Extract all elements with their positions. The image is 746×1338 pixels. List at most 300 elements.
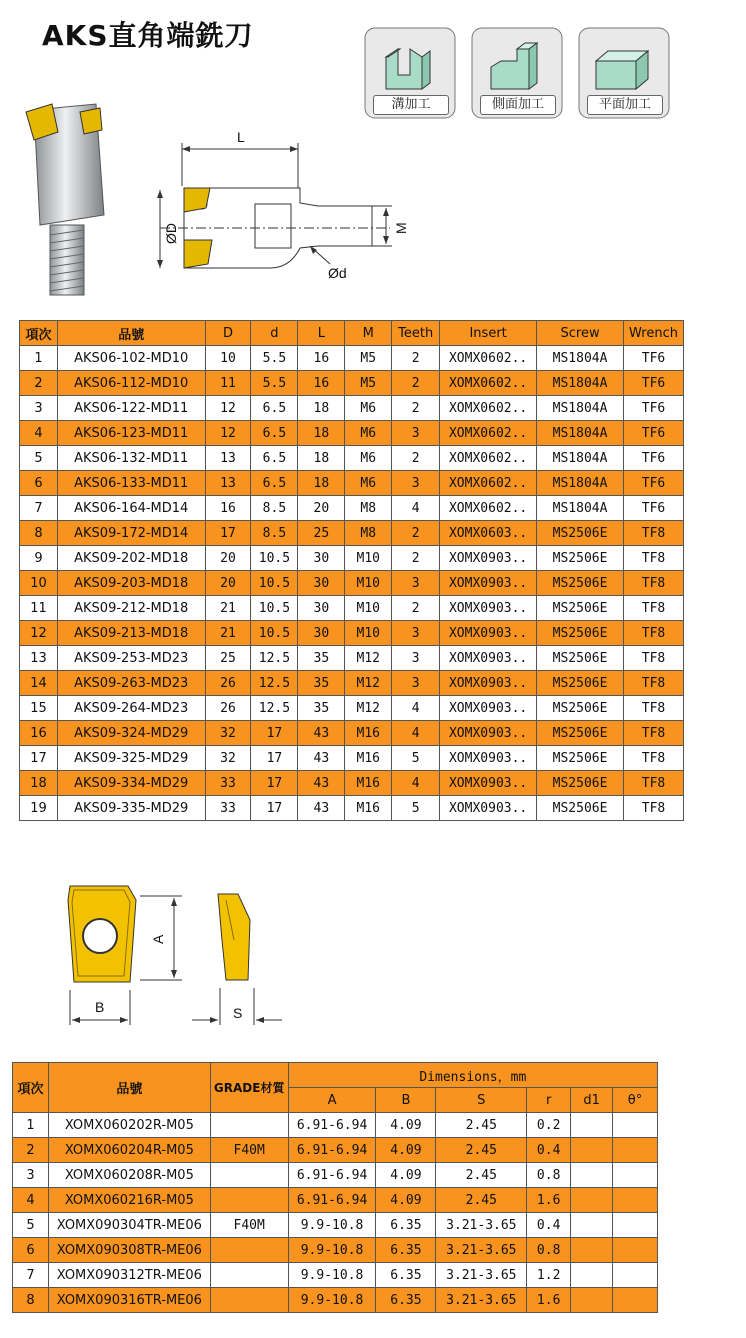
- cell-B: 4.09: [376, 1113, 436, 1138]
- table-row: [20, 721, 684, 746]
- cell-part: AKS06-112-MD10: [57, 371, 205, 396]
- operation-side: [471, 27, 563, 119]
- insert-drawing: [62, 880, 292, 1030]
- cell-teeth: 3: [392, 471, 440, 496]
- cell-grade: [210, 1163, 288, 1188]
- col-grade: GRADE材質: [210, 1063, 288, 1113]
- cell-part: XOMX090312TR-ME06: [48, 1263, 210, 1288]
- cell-item: 13: [20, 646, 58, 671]
- cell-d1: [571, 1138, 613, 1163]
- cell-L: 20: [298, 496, 345, 521]
- col-M: M: [345, 321, 392, 346]
- col-D: D: [205, 321, 251, 346]
- cell-D: 33: [205, 771, 251, 796]
- dim-D-label: ØD: [163, 223, 179, 244]
- cell-B: 4.09: [376, 1138, 436, 1163]
- cell-S: 2.45: [436, 1138, 527, 1163]
- cell-M: M16: [345, 771, 392, 796]
- cell-item: 3: [20, 396, 58, 421]
- cell-d: 12.5: [251, 646, 298, 671]
- cell-teeth: 5: [392, 746, 440, 771]
- cell-S: 2.45: [436, 1113, 527, 1138]
- cell-d: 10.5: [251, 571, 298, 596]
- cell-part: XOMX090316TR-ME06: [48, 1288, 210, 1313]
- cell-wrench: TF8: [623, 771, 683, 796]
- cell-item: 3: [13, 1163, 49, 1188]
- cell-theta: [613, 1213, 658, 1238]
- cell-item: 10: [20, 571, 58, 596]
- cell-A: 6.91-6.94: [288, 1188, 376, 1213]
- cell-teeth: 2: [392, 546, 440, 571]
- table-row: [20, 671, 684, 696]
- cell-screw: MS2506E: [537, 771, 624, 796]
- cell-insert: XOMX0903..: [440, 696, 537, 721]
- cell-d: 6.5: [251, 396, 298, 421]
- cell-part: AKS09-253-MD23: [57, 646, 205, 671]
- cell-teeth: 2: [392, 596, 440, 621]
- cell-part: XOMX060202R-M05: [48, 1113, 210, 1138]
- cell-wrench: TF6: [623, 421, 683, 446]
- table-row: [20, 396, 684, 421]
- cell-M: M10: [345, 546, 392, 571]
- cell-wrench: TF6: [623, 446, 683, 471]
- col-d: d: [251, 321, 298, 346]
- cell-d1: [571, 1163, 613, 1188]
- cell-S: 2.45: [436, 1188, 527, 1213]
- cell-screw: MS2506E: [537, 596, 624, 621]
- col-dimensions: Dimensions，mm: [288, 1063, 657, 1088]
- cell-part: AKS09-213-MD18: [57, 621, 205, 646]
- cell-screw: MS1804A: [537, 471, 624, 496]
- cell-d1: [571, 1238, 613, 1263]
- cell-teeth: 3: [392, 621, 440, 646]
- cell-r: 1.6: [527, 1288, 571, 1313]
- cell-teeth: 4: [392, 771, 440, 796]
- cell-theta: [613, 1113, 658, 1138]
- cell-item: 9: [20, 546, 58, 571]
- cell-teeth: 2: [392, 371, 440, 396]
- table-row: [20, 571, 684, 596]
- cell-part: AKS06-164-MD14: [57, 496, 205, 521]
- cell-item: 8: [13, 1288, 49, 1313]
- cell-D: 16: [205, 496, 251, 521]
- cell-part: XOMX060208R-M05: [48, 1163, 210, 1188]
- dim-d-label: Ød: [328, 265, 347, 281]
- col-teeth: Teeth: [392, 321, 440, 346]
- cell-d: 6.5: [251, 421, 298, 446]
- cell-insert: XOMX0602..: [440, 446, 537, 471]
- cell-screw: MS2506E: [537, 721, 624, 746]
- operation-face-label: 平面加工: [587, 95, 663, 115]
- cell-part: XOMX090308TR-ME06: [48, 1238, 210, 1263]
- dim-A-label: A: [150, 934, 166, 944]
- col-screw: Screw: [537, 321, 624, 346]
- cell-wrench: TF8: [623, 671, 683, 696]
- cell-part: AKS09-264-MD23: [57, 696, 205, 721]
- dim-L-label: L: [237, 129, 245, 145]
- cell-teeth: 2: [392, 446, 440, 471]
- col-item: 項次: [13, 1063, 49, 1113]
- cell-part: AKS06-102-MD10: [57, 346, 205, 371]
- cell-r: 0.8: [527, 1238, 571, 1263]
- col-A: A: [288, 1088, 376, 1113]
- cell-L: 18: [298, 421, 345, 446]
- cell-part: AKS06-133-MD11: [57, 471, 205, 496]
- cell-grade: [210, 1113, 288, 1138]
- holder-drawing: [150, 128, 420, 288]
- cell-teeth: 5: [392, 796, 440, 821]
- cell-insert: XOMX0903..: [440, 671, 537, 696]
- cell-part: AKS09-202-MD18: [57, 546, 205, 571]
- cell-part: AKS06-132-MD11: [57, 446, 205, 471]
- cell-teeth: 3: [392, 671, 440, 696]
- cell-insert: XOMX0602..: [440, 396, 537, 421]
- cell-L: 43: [298, 746, 345, 771]
- cell-grade: [210, 1288, 288, 1313]
- cell-d: 6.5: [251, 446, 298, 471]
- col-d1: d1: [571, 1088, 613, 1113]
- cell-D: 13: [205, 471, 251, 496]
- cell-D: 20: [205, 571, 251, 596]
- cell-d: 17: [251, 796, 298, 821]
- table-row: [13, 1163, 658, 1188]
- cell-item: 11: [20, 596, 58, 621]
- cell-screw: MS2506E: [537, 571, 624, 596]
- cell-insert: XOMX0903..: [440, 546, 537, 571]
- cell-M: M12: [345, 696, 392, 721]
- dim-M-label: M: [393, 222, 409, 234]
- cell-D: 26: [205, 671, 251, 696]
- table-row: [20, 621, 684, 646]
- cell-part: AKS06-122-MD11: [57, 396, 205, 421]
- cell-part: XOMX090304TR-ME06: [48, 1213, 210, 1238]
- cell-part: AKS09-212-MD18: [57, 596, 205, 621]
- cell-L: 18: [298, 446, 345, 471]
- cell-grade: [210, 1188, 288, 1213]
- cell-L: 43: [298, 771, 345, 796]
- cell-part: XOMX060204R-M05: [48, 1138, 210, 1163]
- cell-part: AKS09-335-MD29: [57, 796, 205, 821]
- operation-side-label: 側面加工: [480, 95, 556, 115]
- cell-wrench: TF8: [623, 646, 683, 671]
- cell-r: 0.4: [527, 1213, 571, 1238]
- cell-d: 8.5: [251, 521, 298, 546]
- cell-item: 7: [13, 1263, 49, 1288]
- cell-item: 1: [20, 346, 58, 371]
- cell-theta: [613, 1188, 658, 1213]
- cell-L: 35: [298, 671, 345, 696]
- cell-insert: XOMX0602..: [440, 471, 537, 496]
- cell-D: 32: [205, 721, 251, 746]
- holder-table: [19, 320, 684, 821]
- cell-M: M16: [345, 746, 392, 771]
- col-insert: Insert: [440, 321, 537, 346]
- cell-d: 10.5: [251, 546, 298, 571]
- table-row: [20, 646, 684, 671]
- cell-L: 16: [298, 346, 345, 371]
- cell-insert: XOMX0903..: [440, 596, 537, 621]
- cell-wrench: TF6: [623, 346, 683, 371]
- table-row: [20, 446, 684, 471]
- cell-item: 4: [13, 1188, 49, 1213]
- cell-wrench: TF6: [623, 371, 683, 396]
- cell-S: 3.21-3.65: [436, 1288, 527, 1313]
- cell-insert: XOMX0602..: [440, 421, 537, 446]
- table-row: [20, 346, 684, 371]
- cell-item: 8: [20, 521, 58, 546]
- cell-M: M12: [345, 646, 392, 671]
- cell-M: M5: [345, 346, 392, 371]
- cell-item: 19: [20, 796, 58, 821]
- cell-screw: MS1804A: [537, 371, 624, 396]
- cell-wrench: TF8: [623, 571, 683, 596]
- cell-A: 6.91-6.94: [288, 1138, 376, 1163]
- cell-D: 25: [205, 646, 251, 671]
- cell-d: 17: [251, 771, 298, 796]
- cell-D: 21: [205, 621, 251, 646]
- cell-part: AKS09-203-MD18: [57, 571, 205, 596]
- cell-A: 6.91-6.94: [288, 1163, 376, 1188]
- cell-insert: XOMX0602..: [440, 346, 537, 371]
- cell-A: 9.9-10.8: [288, 1263, 376, 1288]
- cell-wrench: TF6: [623, 471, 683, 496]
- cell-D: 12: [205, 396, 251, 421]
- col-item: 項次: [20, 321, 58, 346]
- cell-d: 6.5: [251, 471, 298, 496]
- cell-item: 15: [20, 696, 58, 721]
- cell-D: 10: [205, 346, 251, 371]
- cell-wrench: TF8: [623, 596, 683, 621]
- cell-M: M12: [345, 671, 392, 696]
- cell-S: 3.21-3.65: [436, 1263, 527, 1288]
- cell-item: 1: [13, 1113, 49, 1138]
- cell-wrench: TF8: [623, 796, 683, 821]
- table-row: [13, 1238, 658, 1263]
- cell-L: 16: [298, 371, 345, 396]
- cell-M: M8: [345, 521, 392, 546]
- cell-d: 10.5: [251, 596, 298, 621]
- table-row: [13, 1113, 658, 1138]
- table-row: [20, 771, 684, 796]
- cell-wrench: TF8: [623, 746, 683, 771]
- tool-photo: [16, 90, 116, 305]
- cell-wrench: TF8: [623, 621, 683, 646]
- cell-insert: XOMX0903..: [440, 796, 537, 821]
- cell-B: 6.35: [376, 1238, 436, 1263]
- table-row: [13, 1138, 658, 1163]
- cell-M: M6: [345, 446, 392, 471]
- cell-item: 2: [13, 1138, 49, 1163]
- cell-M: M6: [345, 421, 392, 446]
- cell-screw: MS2506E: [537, 621, 624, 646]
- cell-A: 6.91-6.94: [288, 1113, 376, 1138]
- cell-teeth: 2: [392, 396, 440, 421]
- cell-L: 25: [298, 521, 345, 546]
- cell-part: AKS09-334-MD29: [57, 771, 205, 796]
- cell-screw: MS2506E: [537, 796, 624, 821]
- cell-A: 9.9-10.8: [288, 1238, 376, 1263]
- cell-d1: [571, 1113, 613, 1138]
- cell-screw: MS2506E: [537, 546, 624, 571]
- cell-B: 4.09: [376, 1188, 436, 1213]
- table-row: [20, 521, 684, 546]
- col-part: 品號: [57, 321, 205, 346]
- table-row: [13, 1188, 658, 1213]
- cell-part: AKS06-123-MD11: [57, 421, 205, 446]
- table-row: [20, 471, 684, 496]
- cell-d: 5.5: [251, 371, 298, 396]
- table-row: [20, 696, 684, 721]
- cell-part: AKS09-172-MD14: [57, 521, 205, 546]
- table-row: [13, 1288, 658, 1313]
- table-row: [20, 496, 684, 521]
- cell-d: 10.5: [251, 621, 298, 646]
- col-wrench: Wrench: [623, 321, 683, 346]
- operation-slot: [364, 27, 456, 119]
- cell-grade: F40M: [210, 1213, 288, 1238]
- cell-A: 9.9-10.8: [288, 1213, 376, 1238]
- cell-r: 0.8: [527, 1163, 571, 1188]
- cell-r: 0.2: [527, 1113, 571, 1138]
- cell-d: 17: [251, 746, 298, 771]
- cell-M: M8: [345, 496, 392, 521]
- cell-S: 2.45: [436, 1163, 527, 1188]
- cell-item: 5: [20, 446, 58, 471]
- holder-table-header: [20, 321, 684, 346]
- cell-wrench: TF8: [623, 521, 683, 546]
- cell-item: 18: [20, 771, 58, 796]
- cell-teeth: 4: [392, 696, 440, 721]
- cell-d: 12.5: [251, 671, 298, 696]
- cell-item: 2: [20, 371, 58, 396]
- cell-insert: XOMX0903..: [440, 771, 537, 796]
- insert-table-header-row1: [13, 1063, 658, 1088]
- cell-L: 35: [298, 696, 345, 721]
- col-r: r: [527, 1088, 571, 1113]
- cell-M: M16: [345, 796, 392, 821]
- cell-L: 30: [298, 621, 345, 646]
- cell-M: M6: [345, 471, 392, 496]
- cell-teeth: 2: [392, 346, 440, 371]
- cell-screw: MS2506E: [537, 521, 624, 546]
- table-row: [20, 371, 684, 396]
- cell-L: 18: [298, 396, 345, 421]
- cell-wrench: TF6: [623, 396, 683, 421]
- cell-part: XOMX060216R-M05: [48, 1188, 210, 1213]
- cell-D: 21: [205, 596, 251, 621]
- cell-insert: XOMX0903..: [440, 646, 537, 671]
- cell-item: 6: [13, 1238, 49, 1263]
- table-row: [20, 796, 684, 821]
- cell-part: AKS09-263-MD23: [57, 671, 205, 696]
- cell-insert: XOMX0903..: [440, 571, 537, 596]
- cell-screw: MS2506E: [537, 746, 624, 771]
- cell-item: 5: [13, 1213, 49, 1238]
- cell-d1: [571, 1188, 613, 1213]
- cell-M: M10: [345, 596, 392, 621]
- cell-part: AKS09-324-MD29: [57, 721, 205, 746]
- cell-screw: MS1804A: [537, 396, 624, 421]
- cell-d1: [571, 1288, 613, 1313]
- cell-insert: XOMX0903..: [440, 621, 537, 646]
- cell-item: 17: [20, 746, 58, 771]
- table-row: [13, 1263, 658, 1288]
- cell-screw: MS1804A: [537, 346, 624, 371]
- cell-D: 13: [205, 446, 251, 471]
- cell-r: 1.6: [527, 1188, 571, 1213]
- cell-B: 6.35: [376, 1263, 436, 1288]
- cell-d: 17: [251, 721, 298, 746]
- table-row: [20, 421, 684, 446]
- cell-D: 26: [205, 696, 251, 721]
- cell-wrench: TF8: [623, 546, 683, 571]
- dim-S-label: S: [233, 1005, 243, 1021]
- cell-item: 4: [20, 421, 58, 446]
- dim-B-label: B: [95, 999, 105, 1015]
- cell-D: 32: [205, 746, 251, 771]
- cell-D: 17: [205, 521, 251, 546]
- table-row: [20, 546, 684, 571]
- cell-part: AKS09-325-MD29: [57, 746, 205, 771]
- cell-screw: MS2506E: [537, 671, 624, 696]
- table-row: [20, 596, 684, 621]
- cell-r: 0.4: [527, 1138, 571, 1163]
- cell-d: 8.5: [251, 496, 298, 521]
- cell-M: M10: [345, 621, 392, 646]
- cell-theta: [613, 1263, 658, 1288]
- cell-item: 7: [20, 496, 58, 521]
- cell-item: 14: [20, 671, 58, 696]
- cell-teeth: 2: [392, 521, 440, 546]
- cell-insert: XOMX0903..: [440, 746, 537, 771]
- cell-L: 30: [298, 546, 345, 571]
- cell-L: 30: [298, 596, 345, 621]
- cell-theta: [613, 1138, 658, 1163]
- cell-item: 12: [20, 621, 58, 646]
- cell-L: 18: [298, 471, 345, 496]
- col-S: S: [436, 1088, 527, 1113]
- cell-screw: MS2506E: [537, 696, 624, 721]
- page-title: AKS直角端銑刀: [42, 19, 254, 52]
- cell-B: 4.09: [376, 1163, 436, 1188]
- col-part: 品號: [48, 1063, 210, 1113]
- col-B: B: [376, 1088, 436, 1113]
- cell-M: M16: [345, 721, 392, 746]
- cell-D: 12: [205, 421, 251, 446]
- cell-L: 43: [298, 796, 345, 821]
- cell-D: 20: [205, 546, 251, 571]
- cell-L: 43: [298, 721, 345, 746]
- cell-L: 35: [298, 646, 345, 671]
- cell-D: 11: [205, 371, 251, 396]
- cell-theta: [613, 1238, 658, 1263]
- cell-screw: MS1804A: [537, 496, 624, 521]
- cell-B: 6.35: [376, 1288, 436, 1313]
- cell-grade: [210, 1263, 288, 1288]
- cell-wrench: TF6: [623, 496, 683, 521]
- cell-B: 6.35: [376, 1213, 436, 1238]
- cell-d: 5.5: [251, 346, 298, 371]
- cell-D: 33: [205, 796, 251, 821]
- cell-grade: [210, 1238, 288, 1263]
- cell-grade: F40M: [210, 1138, 288, 1163]
- insert-table: [12, 1062, 658, 1313]
- cell-d: 12.5: [251, 696, 298, 721]
- cell-insert: XOMX0602..: [440, 371, 537, 396]
- cell-wrench: TF8: [623, 696, 683, 721]
- cell-theta: [613, 1288, 658, 1313]
- cell-S: 3.21-3.65: [436, 1238, 527, 1263]
